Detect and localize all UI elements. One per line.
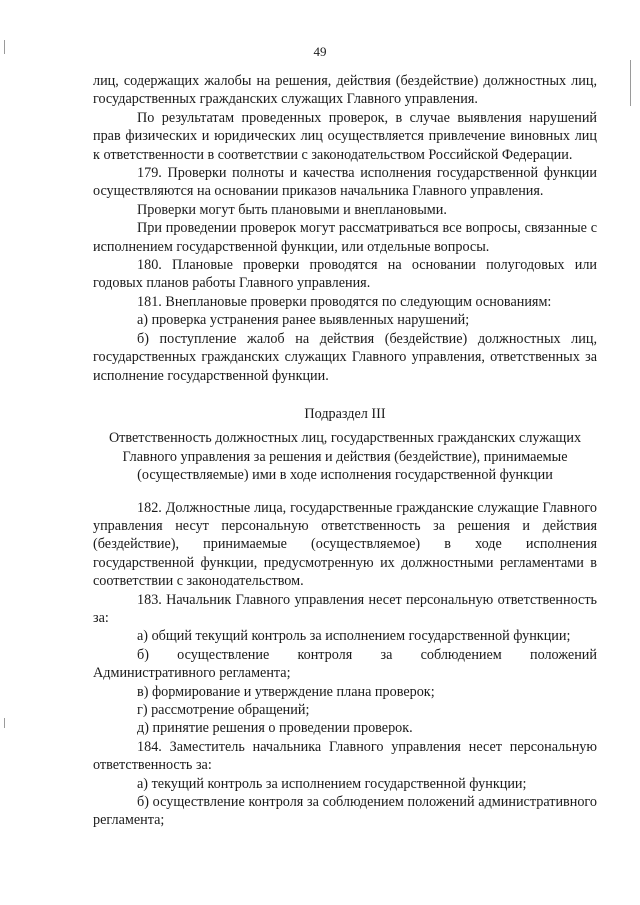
paragraph: 184. Заместитель начальника Главного управления несет персональную ответственность за: — [93, 738, 597, 774]
paragraph: б) поступление жалоб на действия (бездействие) должностных лиц, государственных гражданских служащих Главного управления, ответственных за исполнение государственной функции. — [93, 330, 597, 384]
paragraph: в) формирование и утверждение плана проверок; — [137, 683, 435, 700]
scan-artifact — [4, 40, 5, 54]
subsection-label: Подраздел III — [304, 405, 386, 422]
paragraph: а) общий текущий контроль за исполнением государственной функции; — [137, 628, 571, 645]
paragraph: По результатам проведенных проверок, в случае выявления нарушений прав физических и юридических лиц осуществляется привлечение виновных лиц к ответственности в соответствии с законодательством Российской Федерации. — [93, 109, 597, 163]
paragraph: а) текущий контроль за исполнением государственной функции; — [137, 775, 527, 792]
paragraph: 180. Плановые проверки проводятся на основании полугодовых или годовых планов работы Главного управления. — [93, 257, 597, 292]
paragraph: 181. Внеплановые проверки проводятся по следующим основаниям: — [137, 293, 552, 310]
subsection-title-line: Главного управления за решения и действия (бездействие), принимаемые — [122, 448, 568, 465]
paragraph: а) проверка устранения ранее выявленных нарушений; — [137, 312, 470, 329]
subsection-title-line: (осуществляемые) ими в ходе исполнения государственной функции — [137, 467, 553, 484]
paragraph: лиц, содержащих жалобы на решения, действия (бездействие) должностных лиц, государственных гражданских служащих Главного управления. — [93, 73, 597, 108]
scan-artifact — [4, 718, 5, 728]
paragraph: Проверки могут быть плановыми и внеплановыми. — [137, 201, 447, 218]
paragraph: 183. Начальник Главного управления несет персональную ответственность за: — [93, 591, 597, 626]
subsection-title-line: Ответственность должностных лиц, государственных гражданских служащих — [108, 430, 582, 447]
paragraph: При проведении проверок могут рассматриваться все вопросы, связанные с исполнением государственной функции, или отдельные вопросы. — [93, 220, 597, 255]
paragraph: г) рассмотрение обращений; — [137, 702, 310, 718]
paragraph: б) осуществление контроля за соблюдением положений Административного регламента; — [93, 646, 597, 682]
paragraph-group-bottom — [93, 499, 597, 830]
document-body — [93, 72, 597, 830]
subsection-title — [93, 429, 597, 484]
page-number: 49 — [313, 44, 327, 59]
subsection-heading — [93, 405, 597, 485]
paragraph: д) принятие решения о проведении проверок. — [137, 720, 413, 737]
paragraph: б) осуществление контроля за соблюдением положений административного регламента; — [93, 794, 597, 829]
scan-artifact — [630, 60, 631, 106]
paragraph: 182. Должностные лица, государственные гражданские служащие Главного управления несут персональную ответственность за решения и действия (бездействие), принимаемые (осуществляемое) в ходе исполнения государственной функции, предусмотренную их должностными регламентами в соответствии с законодательством. — [93, 499, 597, 590]
paragraph: 179. Проверки полноты и качества исполнения государственной функции осуществляются на основании приказов начальника Главного управления. — [93, 165, 597, 200]
paragraph-group-top — [93, 72, 597, 385]
